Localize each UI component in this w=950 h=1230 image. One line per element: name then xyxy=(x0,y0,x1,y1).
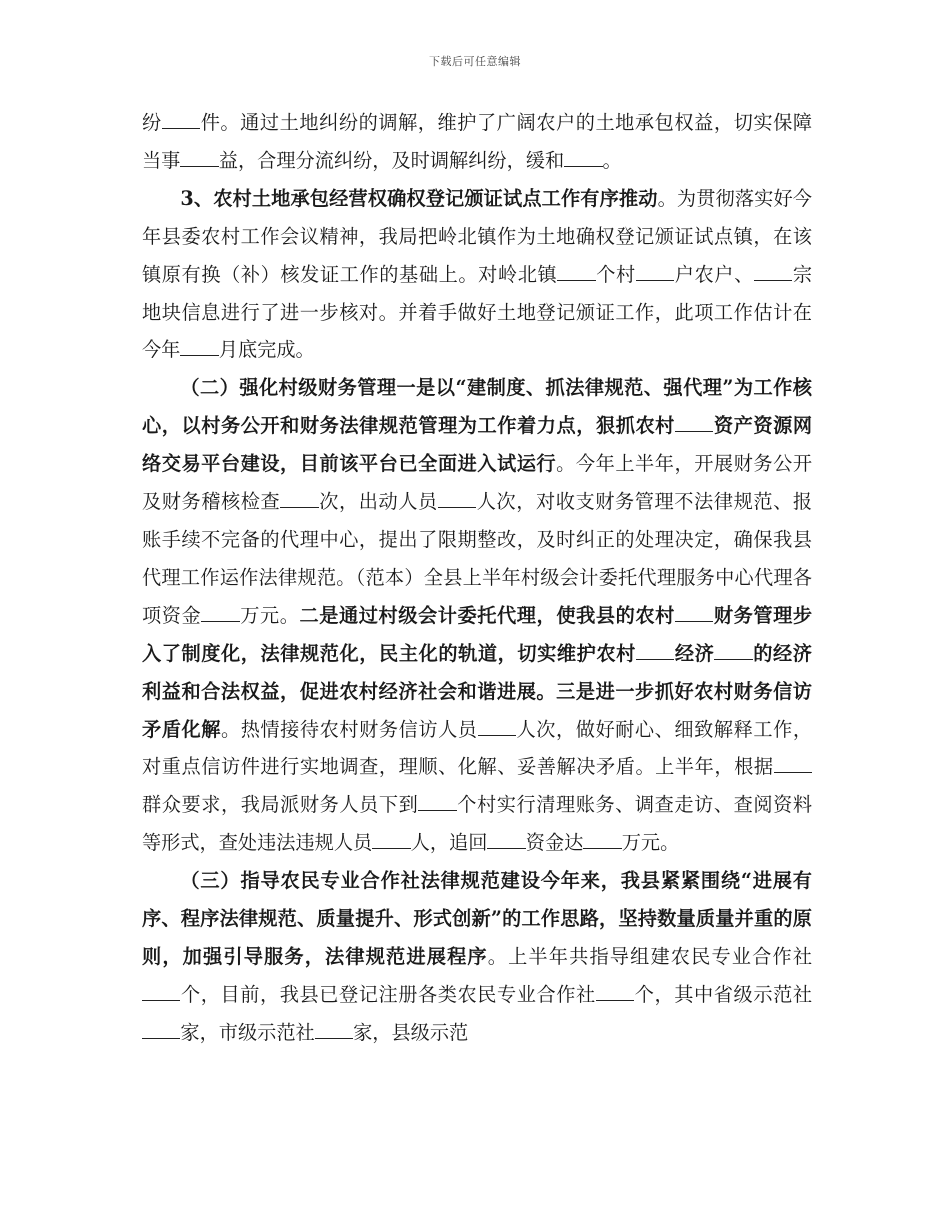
fill-in-blank xyxy=(754,260,792,280)
text-run: 个，目前，我县已登记注册各类农民专业合作社 xyxy=(180,982,596,1006)
text-run: 万元。 xyxy=(621,831,680,855)
bold-text-run: 的经济利益和合法权益，促进农村经济社会和谐进展。三是进一步抓好农村财务信访矛盾化解 xyxy=(142,641,812,741)
text-run: 家，县级示范 xyxy=(353,1020,469,1044)
fill-in-blank xyxy=(315,1019,353,1039)
text-run: 人次，做好耐心、细致解释工作，对重点信访件进行实地调查，理顺、化解、妥善解决矛盾。上半年，根据 xyxy=(142,717,813,779)
paragraph xyxy=(142,180,812,370)
fill-in-blank xyxy=(596,981,634,1001)
fill-in-blank xyxy=(636,260,674,280)
bold-text-run: （二）强化村级财务管理一是以“建制度、抓法律规范、强代理”为工作核心，以村务公开和财务法律规范管理为工作着力点，狠抓农村 xyxy=(142,376,812,438)
text-run: 。为贯彻落实好今年县委农村工作会议精神，我局把岭北镇作为土地确权登记颁证试点镇，在该镇原有换（补）核发证工作的基础上。对岭北镇 xyxy=(142,186,812,286)
fill-in-blank xyxy=(142,1019,180,1039)
paragraph xyxy=(142,369,812,862)
fill-in-blank xyxy=(557,260,595,280)
text-run: 。 xyxy=(602,148,622,172)
bold-text-run: 二是通过村级会计委托代理，使我县的农村 xyxy=(299,603,675,627)
fill-in-blank xyxy=(675,602,713,622)
text-run: 件。通过土地纠纷的调解，维护了广阔农户的土地承包权益，切实保障当事 xyxy=(142,111,813,172)
paragraph xyxy=(142,862,812,1052)
fill-in-blank xyxy=(280,488,318,508)
bold-text-run: 3、农村土地承包经营权确权登记颁证试点工作有序推动 xyxy=(180,186,658,210)
text-run: 月底完成。 xyxy=(218,338,315,362)
text-run: 万元。 xyxy=(239,603,300,627)
fill-in-blank xyxy=(438,488,476,508)
bold-text-run: 财务管理步入了制度化，法律规范化，民主化的轨道，切实维护农村 xyxy=(142,603,813,665)
text-run: 纷 xyxy=(142,111,162,134)
fill-in-blank xyxy=(162,109,200,129)
fill-in-blank xyxy=(478,715,516,735)
paragraph xyxy=(142,104,812,180)
document-body xyxy=(142,104,812,1052)
text-run: 个村实行清理账务、调查走访、查阅资料等形式，查处违法违规人员 xyxy=(142,793,813,855)
page-header: 下载后可任意编辑 xyxy=(429,55,521,68)
text-run: 益，合理分流纠纷，及时调解纠纷，缓和 xyxy=(218,148,565,172)
fill-in-blank xyxy=(201,602,239,622)
text-run: 个，其中省级示范社 xyxy=(634,982,813,1006)
bold-text-run: 经济 xyxy=(674,641,715,665)
fill-in-blank xyxy=(583,829,621,849)
fill-in-blank xyxy=(675,412,713,432)
fill-in-blank xyxy=(418,791,456,811)
text-run: 人，追回 xyxy=(410,831,488,855)
text-run: 个村 xyxy=(595,262,636,286)
fill-in-blank xyxy=(774,753,812,773)
fill-in-blank xyxy=(180,147,218,167)
fill-in-blank xyxy=(564,147,602,167)
bold-text-run: 资产资源网络交易平台建设，目前该平台已全面进入试运行 xyxy=(142,414,813,476)
fill-in-blank xyxy=(714,640,752,660)
text-run: 宗地块信息进行了进一步核对。并着手做好土地登记颁证工作，此项工作估计在今年 xyxy=(142,262,813,362)
fill-in-blank xyxy=(372,829,410,849)
text-run: 次，出动人员 xyxy=(318,490,438,514)
bold-text-run: （三）指导农民专业合作社法律规范建设今年来，我县紧紧围绕“进展有序、程序法律规范、质量提升、形式创新”的工作思路，坚持数量质量并重的原则，加强引导服务，法律规范进展程序 xyxy=(142,869,812,968)
text-run: 人次，对收支财务管理不法律规范、报账手续不完备的代理中心，提出了限期整改，及时纠正的处理决定，确保我县代理工作运作法律规范。（范本）全县上半年村级会计委托代理服务中心代理各项资金 xyxy=(142,490,813,627)
text-run: 资金达 xyxy=(525,831,584,855)
fill-in-blank xyxy=(142,981,180,1001)
text-run: 。热情接待农村财务信访人员 xyxy=(220,717,478,741)
text-run: 家，市级示范社 xyxy=(180,1020,315,1044)
fill-in-blank xyxy=(487,829,525,849)
text-run: 户农户、 xyxy=(674,262,754,286)
text-run: 。上半年共指导组建农民专业合作社 xyxy=(487,944,813,968)
fill-in-blank xyxy=(636,640,674,660)
text-run: 。今年上半年，开展财务公开及财务稽核检查 xyxy=(142,452,813,514)
fill-in-blank xyxy=(180,336,218,356)
text-run: 群众要求，我局派财务人员下到 xyxy=(142,793,419,817)
